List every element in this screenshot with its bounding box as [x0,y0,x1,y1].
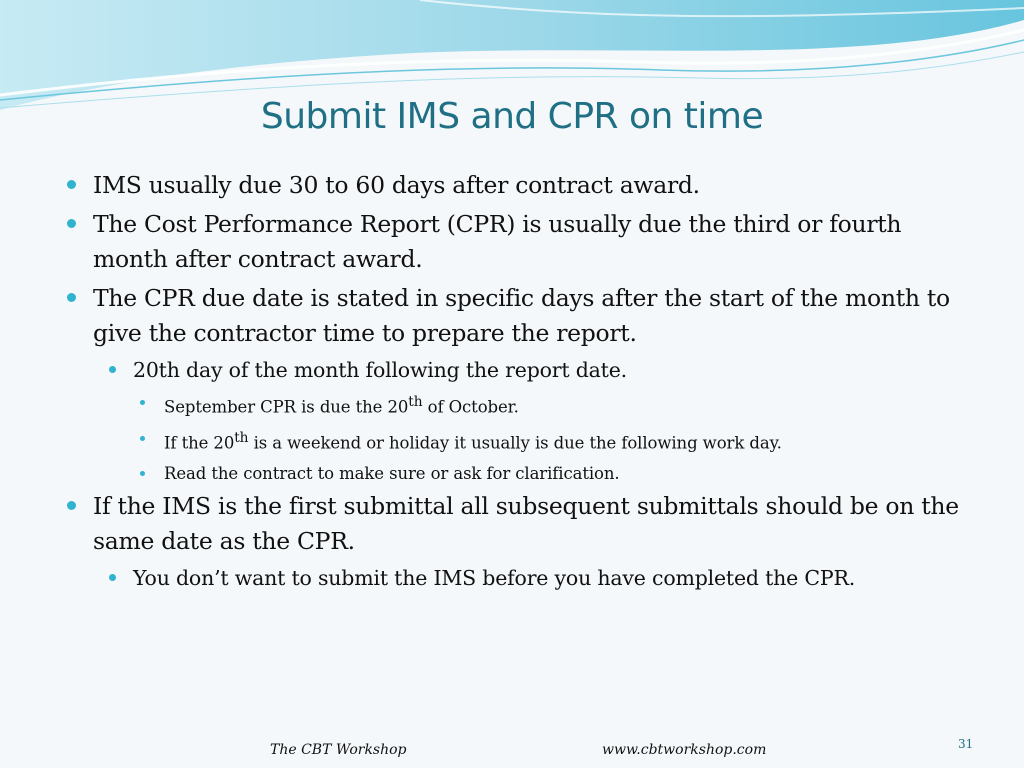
sub-sub-bullet-item [134,387,964,423]
bullet-text-start: If the 20 [164,433,235,452]
bullet-item [64,281,964,351]
bullet-text-end: of October. [422,397,519,417]
sub-sub-bullet-item [134,423,964,459]
footer-organization: The CBT Workshop [270,742,407,758]
ordinal-superscript: th [234,429,249,446]
ordinal-superscript: th [408,394,423,410]
sub-sub-bullet-item [134,458,964,489]
bullet-dot-icon [140,436,145,441]
bullet-text-start: September CPR is due the 20 [164,397,409,417]
bullet-dot-icon [67,501,76,510]
bullet-text: The Cost Performance Report (CPR) is usually due the third or fourth month after contract award. [93,210,902,273]
bullet-dot-icon [67,219,76,228]
slide-title: Submit IMS and CPR on time [260,96,764,137]
sub-bullet-item [104,563,964,593]
bullet-text: Read the contract to make sure or ask for clarification. [164,464,620,483]
bullet-dot-icon [67,293,76,302]
bullet-dot-icon [67,180,76,189]
bullet-text: 20th day of the month following the report date. [133,358,627,382]
bullet-dot-icon [140,400,145,405]
bullet-dot-icon [140,471,145,476]
bullet-list [64,168,964,595]
bullet-text: The CPR due date is stated in specific days after the start of the month to give the contractor time to prepare the report. [93,284,950,347]
bullet-text: You don’t want to submit the IMS before you have completed the CPR. [133,566,856,590]
bullet-item [64,168,964,203]
sub-bullet-item [104,355,964,385]
bullet-dot-icon [109,366,116,373]
bullet-text: If the IMS is the first submittal all subsequent submittals should be on the same date as the CPR. [93,492,959,555]
bullet-item [64,207,964,277]
footer-website: www.cbtworkshop.com [602,742,767,758]
slide-number: 31 [958,737,974,751]
bullet-item [64,489,964,559]
bullet-dot-icon [109,574,116,581]
bullet-text: IMS usually due 30 to 60 days after contract award. [93,171,700,199]
bullet-text-end: is a weekend or holiday it usually is due the following work day. [248,433,782,452]
